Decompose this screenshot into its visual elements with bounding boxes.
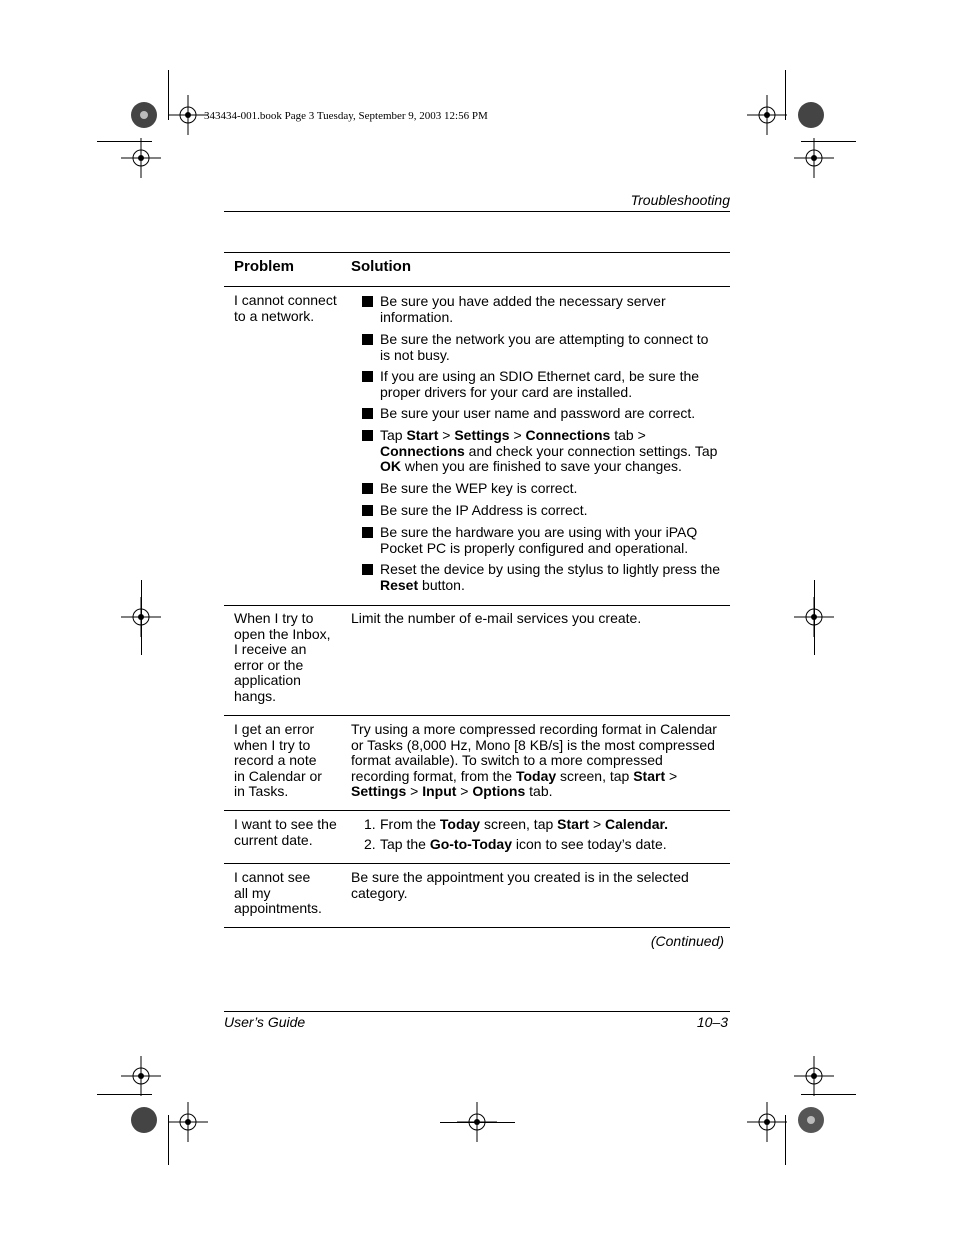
- solution-bullet: [362, 294, 722, 325]
- bullet-square-icon: [362, 564, 373, 575]
- solution-bullet: [362, 525, 722, 556]
- bullet-square-icon: [362, 296, 373, 307]
- bullet-square-icon: [362, 408, 373, 419]
- table-header-rule: [224, 286, 730, 287]
- problem-cell: I get an error when I try to record a note in Calendar or in Tasks.: [234, 721, 322, 800]
- crop-mark: [97, 1094, 152, 1095]
- crop-mark: [440, 1122, 515, 1123]
- bullet-square-icon: [362, 527, 373, 538]
- crop-mark: [168, 1115, 169, 1165]
- continued-note: (Continued): [650, 933, 724, 949]
- solution-cell: Limit the number of e-mail services you create.: [351, 610, 642, 626]
- crop-mark: [801, 141, 856, 142]
- crosshair-mark-icon: [168, 95, 208, 135]
- solution-step: [362, 837, 722, 853]
- solution-bullet: [362, 369, 722, 400]
- solution-bullet: [362, 406, 722, 422]
- solution-cell: Be sure the appointment you created is in the selected category.: [351, 869, 689, 901]
- bullet-text: Be sure the IP Address is correct.: [380, 502, 588, 518]
- crop-mark: [785, 1115, 786, 1165]
- crosshair-mark-icon: [121, 1056, 161, 1096]
- table-top-rule: [224, 252, 730, 253]
- solution-bullet: [362, 481, 722, 497]
- row-rule: [224, 715, 730, 716]
- problem-cell: When I try to open the Inbox, I receive an error or the application hangs.: [234, 610, 331, 704]
- solution-bullet: [362, 503, 722, 519]
- registration-mark-icon: [130, 100, 160, 130]
- solution-bullet: [362, 332, 722, 363]
- problem-cell: I cannot see all my appointments.: [234, 869, 322, 917]
- solution-step: [362, 817, 722, 833]
- bullet-text: Reset the device by using the stylus to lightly press the Reset button.: [380, 561, 721, 593]
- crosshair-mark-icon: [747, 1102, 787, 1142]
- crosshair-mark-icon: [747, 95, 787, 135]
- table-bottom-rule: [224, 927, 730, 928]
- solution-cell: Try using a more compressed recording format in Calendar or Tasks (8,000 Hz, Mono [8 KB/s] is the most compressed format available). To switch to a more compressed recording format, from the Today screen, tap Start > Settings > Input > Options tab.: [351, 721, 717, 800]
- bullet-square-icon: [362, 505, 373, 516]
- footer-rule: [224, 1011, 730, 1012]
- step-text: Tap the Go-to-Today icon to see today’s date.: [380, 836, 667, 852]
- step-number: 2.: [364, 836, 376, 852]
- crosshair-mark-icon: [121, 138, 161, 178]
- header-rule: [224, 211, 730, 212]
- crop-mark: [785, 70, 786, 120]
- row-rule: [224, 863, 730, 864]
- page-number: 10–3: [696, 1014, 728, 1030]
- bullet-text: Be sure the WEP key is correct.: [380, 480, 578, 496]
- crop-mark: [814, 580, 815, 655]
- solution-bullet: [362, 428, 722, 475]
- bullet-text: Be sure you have added the necessary server information.: [380, 293, 666, 325]
- bullet-text: Be sure your user name and password are correct.: [380, 405, 696, 421]
- column-header-solution: Solution: [351, 258, 411, 275]
- crosshair-mark-icon: [168, 1102, 208, 1142]
- step-number: 1.: [364, 816, 376, 832]
- bullet-text: Be sure the network you are attempting to connect to is not busy.: [380, 331, 709, 363]
- row-rule: [224, 605, 730, 606]
- solution-bullet: [362, 562, 722, 593]
- bullet-square-icon: [362, 430, 373, 441]
- row-rule: [224, 810, 730, 811]
- bullet-text: Tap Start > Settings > Connections tab > Connections and check your connection settings. Tap OK when you are finished to save your changes.: [380, 427, 718, 475]
- bullet-text: Be sure the hardware you are using with your iPAQ Pocket PC is properly configured and operational.: [380, 524, 698, 556]
- problem-cell: I want to see the current date.: [234, 816, 337, 848]
- bullet-square-icon: [362, 371, 373, 382]
- crosshair-mark-icon: [794, 138, 834, 178]
- footer-guide-title: User’s Guide: [224, 1014, 306, 1030]
- crop-mark: [97, 141, 152, 142]
- running-header-title: Troubleshooting: [630, 192, 730, 208]
- column-header-problem: Problem: [234, 258, 295, 275]
- print-slug: 343434-001.book Page 3 Tuesday, September 9, 2003 12:56 PM: [204, 110, 488, 122]
- bullet-square-icon: [362, 483, 373, 494]
- registration-mark-icon: [130, 1105, 160, 1135]
- crop-mark: [801, 1094, 856, 1095]
- crop-mark: [141, 580, 142, 655]
- problem-cell: I cannot connect to a network.: [234, 292, 337, 324]
- crop-mark: [168, 70, 169, 120]
- step-text: From the Today screen, tap Start > Calendar.: [380, 816, 669, 832]
- registration-mark-icon: [797, 100, 827, 130]
- registration-mark-icon: [797, 1105, 827, 1135]
- crosshair-mark-icon: [794, 1056, 834, 1096]
- bullet-square-icon: [362, 334, 373, 345]
- bullet-text: If you are using an SDIO Ethernet card, be sure the proper drivers for your card are installed.: [380, 368, 700, 400]
